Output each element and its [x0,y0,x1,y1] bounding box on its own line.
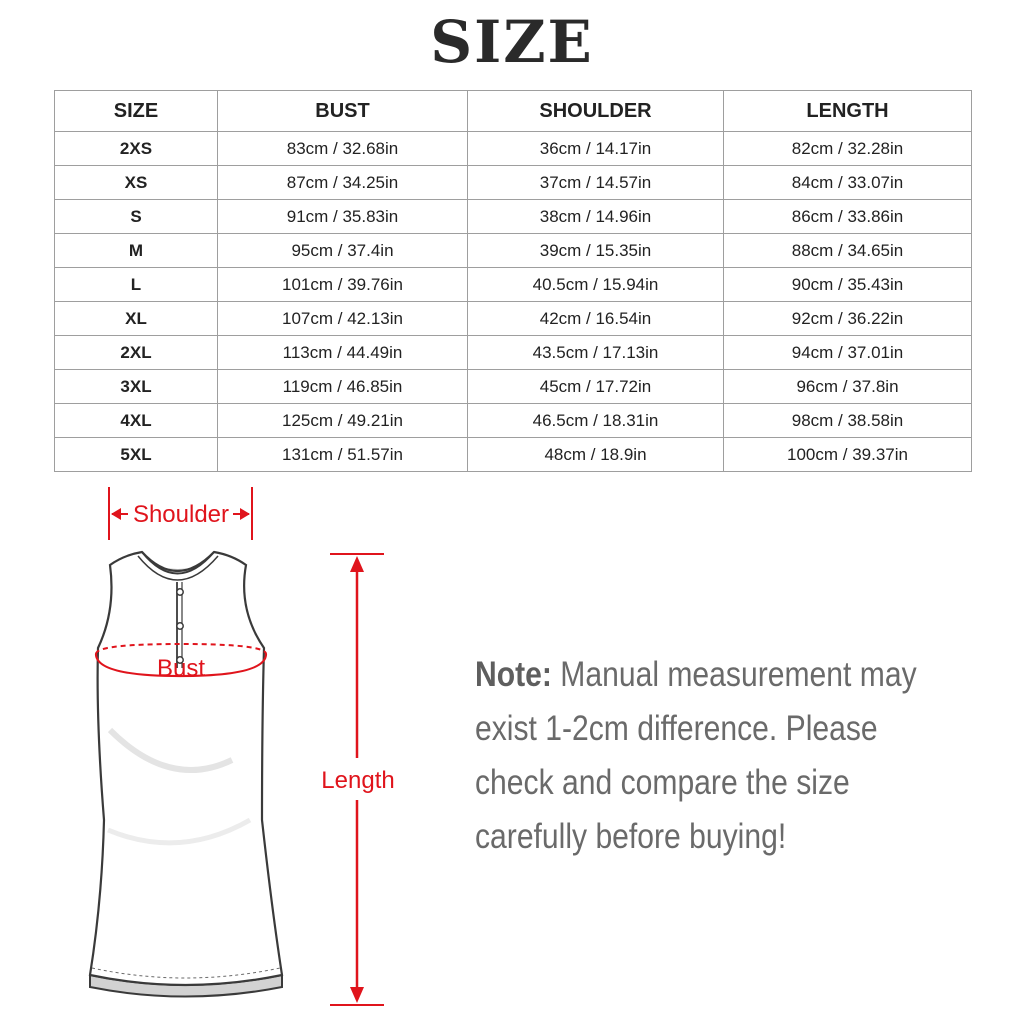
length-cell: 86cm / 33.86in [724,200,972,234]
shoulder-cell: 45cm / 17.72in [468,370,724,404]
shoulder-cell: 46.5cm / 18.31in [468,404,724,438]
note-text-1: Manual measurement may [551,655,917,694]
size-cell: 5XL [55,438,218,472]
note-text-3: check and compare the size [475,763,850,802]
length-cell: 82cm / 32.28in [724,132,972,166]
size-cell: XL [55,302,218,336]
size-cell: 2XL [55,336,218,370]
bust-cell: 107cm / 42.13in [218,302,468,336]
bust-cell: 131cm / 51.57in [218,438,468,472]
shoulder-cell: 37cm / 14.57in [468,166,724,200]
note-label: Note: [475,655,552,694]
bust-cell: 101cm / 39.76in [218,268,468,302]
column-header-bust: BUST [218,91,468,132]
page-title: SIZE [430,8,594,76]
size-cell: M [55,234,218,268]
size-cell: L [55,268,218,302]
bust-cell: 119cm / 46.85in [218,370,468,404]
shoulder-cell: 43.5cm / 17.13in [468,336,724,370]
size-cell: S [55,200,218,234]
size-cell: XS [55,166,218,200]
note-line-1 [475,648,922,702]
length-label: Length [321,767,395,794]
length-cell: 98cm / 38.58in [724,404,972,438]
column-header-size: SIZE [55,91,218,132]
bust-cell: 87cm / 34.25in [218,166,468,200]
length-cell: 94cm / 37.01in [724,336,972,370]
length-cell: 84cm / 33.07in [724,166,972,200]
column-header-length: LENGTH [724,91,972,132]
shoulder-cell: 42cm / 16.54in [468,302,724,336]
size-cell: 4XL [55,404,218,438]
shoulder-cell: 36cm / 14.17in [468,132,724,166]
shoulder-measure-indicator [109,487,252,540]
shoulder-cell: 39cm / 15.35in [468,234,724,268]
note-text-2: exist 1-2cm difference. Please [475,709,878,748]
column-header-shoulder: SHOULDER [468,91,724,132]
length-cell: 96cm / 37.8in [724,370,972,404]
bust-label: Bust [156,655,206,682]
shoulder-cell: 38cm / 14.96in [468,200,724,234]
length-cell: 92cm / 36.22in [724,302,972,336]
bust-cell: 113cm / 44.49in [218,336,468,370]
length-measure-indicator [321,554,394,1005]
size-cell: 2XS [55,132,218,166]
sleeveless-dress-icon [90,552,282,997]
shoulder-cell: 48cm / 18.9in [468,438,724,472]
measurement-note [475,648,922,864]
note-text-4: carefully before buying! [475,817,787,856]
shoulder-label: Shoulder [132,501,230,528]
shoulder-cell: 40.5cm / 15.94in [468,268,724,302]
bust-cell: 95cm / 37.4in [218,234,468,268]
bust-cell: 83cm / 32.68in [218,132,468,166]
bust-cell: 125cm / 49.21in [218,404,468,438]
length-cell: 88cm / 34.65in [724,234,972,268]
length-cell: 90cm / 35.43in [724,268,972,302]
size-cell: 3XL [55,370,218,404]
bust-cell: 91cm / 35.83in [218,200,468,234]
length-cell: 100cm / 39.37in [724,438,972,472]
